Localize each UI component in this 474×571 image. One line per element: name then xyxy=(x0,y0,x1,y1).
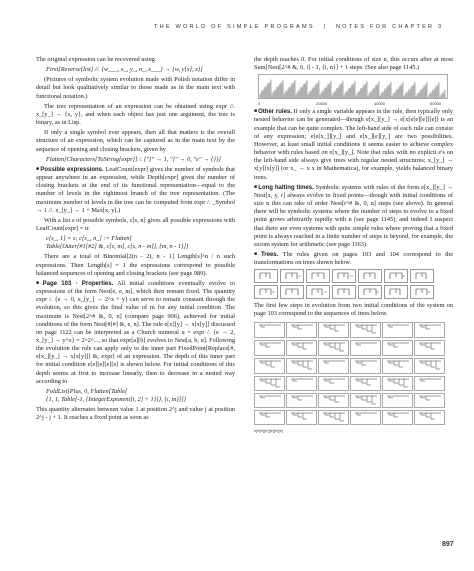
evolution-tree-panel xyxy=(254,358,285,374)
evolution-tree-panel xyxy=(318,358,349,374)
paragraph: The original expression can be recovered using xyxy=(36,56,155,63)
evolution-tree-panel xyxy=(414,393,445,408)
paragraph: There are a total of Binomial[2(n - 2), n - 1] Length[s]^n / n such expressions. Then Length[s] = 1 the expressions correspond to possible balanced sequences of opening and closing brackets (see page 989). xyxy=(36,253,235,277)
evolution-tree-panel xyxy=(350,358,381,374)
plot-tick-label: 20000 xyxy=(316,101,328,107)
evolution-tree-panel xyxy=(414,376,445,391)
evolution-tree-panel xyxy=(350,393,381,408)
evolution-tree-panel xyxy=(286,340,317,356)
section-heading: Page 103 · Properties. xyxy=(42,280,114,287)
plot-tick-label: 60000 xyxy=(430,101,442,107)
header-book-title: THE WORLD OF SIMPLE PROGRAMS xyxy=(154,24,315,30)
evolution-tree-panel xyxy=(414,322,445,338)
evolution-tree-panel xyxy=(318,376,349,391)
bullet-icon: ■ xyxy=(36,166,40,172)
evolution-tree-panel xyxy=(286,358,317,374)
tree-evolution-grid xyxy=(254,322,453,435)
section-paragraph xyxy=(36,166,235,215)
evolution-tree-panel xyxy=(382,376,413,391)
tree-diagram xyxy=(358,269,382,283)
evolution-tree-panel xyxy=(286,393,317,408)
evolution-row xyxy=(254,322,453,338)
tree-diagram xyxy=(332,285,356,299)
tree-diagram xyxy=(306,285,330,299)
tree-diagram xyxy=(254,269,278,283)
evolution-tree-panel xyxy=(286,376,317,391)
tree-rule-diagrams xyxy=(254,269,453,299)
paragraph-text: Symbolic systems with rules of the form e[x_][y_] → Nest[x, y, r] always evolve to fixed points—though with initial conditions of size n this can take of order Nest[r^# &, 0, n] steps (see above). In general there will be symbolic systems where the number of steps to evolve to a fixed point grows arbitrarily rapidly with n (see page 1145), and indeed I suspect that there are even systems with quite simple rules where proving that a fixed point is always reached in a finite number of steps is beyond, for example, the axiom system for arithmetic (see page 1163). xyxy=(254,183,454,248)
evolution-row xyxy=(254,393,453,408)
evolution-tree-panel xyxy=(254,393,285,408)
paragraph-text: The rules given on pages 103 and 104 correspond to the transformations on trees shown below. xyxy=(254,250,454,267)
evolution-tree-panel xyxy=(254,410,285,425)
paragraph: This quantity alternates between value 1 at position 2^j and value j at position 2^j - j + 1. It reaches a fixed point as soon as xyxy=(36,406,235,422)
paragraph: If only a single symbol ever appears, then all that matters is the overall structure of an expression, which can be captured as in the main text by the sequence of opening and closing brackets, given by xyxy=(36,129,235,153)
evolution-row xyxy=(254,376,453,391)
evolution-row xyxy=(254,410,453,425)
evolution-tree-panel xyxy=(414,340,445,356)
tree-diagram xyxy=(332,269,356,283)
evolution-tree-panel xyxy=(318,393,349,408)
plot-tick-label: 0 xyxy=(258,101,261,107)
evolution-tree-panel xyxy=(254,376,285,391)
tree-diagram xyxy=(358,285,382,299)
evolution-tree-panel xyxy=(414,410,445,425)
evolution-tree-panel xyxy=(382,393,413,408)
left-column xyxy=(36,56,235,425)
paragraph-text: All initial conditions eventually evolve to expressions of the form Nest[e, e, m], which then remain fixed. The quantity expr /. {e → 0, x_[y_] → 2^x + y} can serve to remain constant through the evolution, so this gives the final value of m for any initial condition. The maximum is Nest[2^# &, 0, n] (compare page 906), achieved for initial conditions of the form Nest[#[#] &, e, n]. The rule e[x][y] → x[x[y]] discussed on page 1122 can be interpreted as a Church numeral u = expr /. {e → 2, x_[y_] → y^x} = 2^2^..., so that expr[a][b] evolves to Nest[a, b, u]. Following the evolution the rule can apply only to the inner part FixedPoint[Replace[#, e[x_][y_] → x[x[y]]] &, expr] of an expression. The depth of this inner part for initial condition e[e][e][e][e] is shown below. For initial conditions of this depth seems at first to increase linearly, then to decrease in a nested way according to xyxy=(36,279,235,385)
evolution-tree-panel xyxy=(350,322,381,338)
evolution-tree-panel xyxy=(350,410,381,425)
evolution-tree-panel xyxy=(286,322,317,338)
bullet-icon: ■ xyxy=(254,109,258,115)
evolution-tree-panel xyxy=(414,358,445,374)
depth-plot xyxy=(258,74,448,106)
evolution-tree-panel xyxy=(350,376,381,391)
evolution-tree-panel xyxy=(318,340,349,356)
paragraph-text: LeafCount[expr] gives the number of symbols that appear anywhere in an expression, while Depth[expr] gives the number of closing brackets at the end of its functional representation—equal to the number of levels in the rightmost branch of the tree representation. (The maximum number of levels in the tree can be computed from expr /. _Symbol → 1 //. x_[y_] → 1 + Max[x, y].) xyxy=(36,165,236,214)
evolution-tree-panel xyxy=(318,410,349,425)
tree-diagram xyxy=(280,269,304,283)
evolution-tree-panel xyxy=(286,410,317,425)
section-heading: Long halting times. xyxy=(258,184,314,191)
header-separator: | xyxy=(323,24,328,30)
section-heading: Trees. xyxy=(260,251,279,258)
section-paragraph xyxy=(254,108,453,181)
page-number: 897 xyxy=(442,541,454,548)
bullet-icon: ■ xyxy=(254,184,258,190)
tree-diagram xyxy=(280,285,304,299)
paragraph-text: If only a single variable appears in the rule, then typically only nested behavior can be generated—though e[x_][y_] → e[x[e[e][e]][e]] is an example that can be quite complex. The left-hand side of each rule can consist of any expression; e[e[x_]][y_] and e[x_][e][y_] are two possibilities. However, at least small initial conditions it seems easier to achieve complex behavior with rules based on e[x_][y_]. Note that rules with no explicit e's on the left-hand side always give trees with regular nested structures; x_[y_] → x[y][x[y]] (or x_ → x x in Mathematica), for example, yields balanced binary trees. xyxy=(254,108,453,181)
section-paragraph xyxy=(36,280,235,386)
code-block: FoldList[Plus, 0, Flatten[Table[ {1, 1, Table[-1, {IntegerExponent[i, 2] + 1}]}, {i, m}]]] xyxy=(46,387,187,404)
evolution-row xyxy=(254,340,453,356)
evolution-row xyxy=(254,358,453,374)
code-block: c[s_, 1] = s; c[s_, n_] := Flatten[ Table[Outer[#1[#2] &, c[s, m], c[s, n - m]], {m, n - 1}]] xyxy=(46,235,189,251)
evolution-tree-panel xyxy=(254,340,285,356)
tree-diagram xyxy=(306,269,330,283)
bullet-icon: ■ xyxy=(254,251,260,257)
depth-plot-graphic xyxy=(258,74,448,100)
section-paragraph xyxy=(254,184,453,249)
evolution-tree-panel xyxy=(318,322,349,338)
paragraph: The first few steps in evolution from two initial conditions of the system on page 103 correspond to the sequences of trees below. xyxy=(254,302,453,318)
evolution-tree-panel xyxy=(382,322,413,338)
bullet-icon: ■ xyxy=(36,280,42,286)
paragraph: the depth reaches 0. For initial conditions of size n, this occurs after at most Sum[Nest[2^# &, 0, i] - 1, {i, n}] + 1 steps. (See also page 1145.) xyxy=(254,56,453,72)
code-block: Flatten[Characters[ToString[expr]] /. {"[" → 1, "]" → 0, "e" → {}}] xyxy=(46,155,221,163)
evolution-tree-panel xyxy=(382,410,413,425)
section-heading: Other rules. xyxy=(258,109,292,116)
running-header xyxy=(154,24,454,34)
section-paragraph xyxy=(254,251,453,267)
evolution-tree-panel xyxy=(254,322,285,338)
paragraph: With a list s of possible symbols, c[s, n] gives all possible expressions with LeafCount[expr] = n: xyxy=(36,216,235,232)
tree-diagram xyxy=(384,269,408,283)
code-block: First[Reverse[list] //. {w___, x_, y_, n_, z___} → {w, y[x], z}] xyxy=(46,66,203,74)
paragraph: The tree representation of an expression can be obtained using expr //. x_[y_] → {x, y}, and when each object has just one argument, the tree is binary, as in Lisp. xyxy=(36,102,235,127)
tree-diagram xyxy=(410,269,434,283)
tree-diagram xyxy=(410,285,434,299)
evolution-tree-panel xyxy=(382,358,413,374)
section-heading: Possible expressions. xyxy=(40,166,104,173)
tree-diagram xyxy=(254,285,278,299)
tree-diagram xyxy=(384,285,408,299)
plot-tick-label: 40000 xyxy=(374,101,386,107)
right-column xyxy=(254,56,453,435)
evolution-tree-panel xyxy=(350,340,381,356)
header-section-title: NOTES FOR CHAPTER 3 xyxy=(335,24,444,30)
evolution-caption: e[e[e][e]][e][e][e] xyxy=(254,427,283,433)
paragraph: (Pictures of symbolic system evolution made with Polish notation differ in detail but look qualitatively similar to those made as in the main text with functional notation.) xyxy=(36,76,235,100)
evolution-tree-panel xyxy=(382,340,413,356)
